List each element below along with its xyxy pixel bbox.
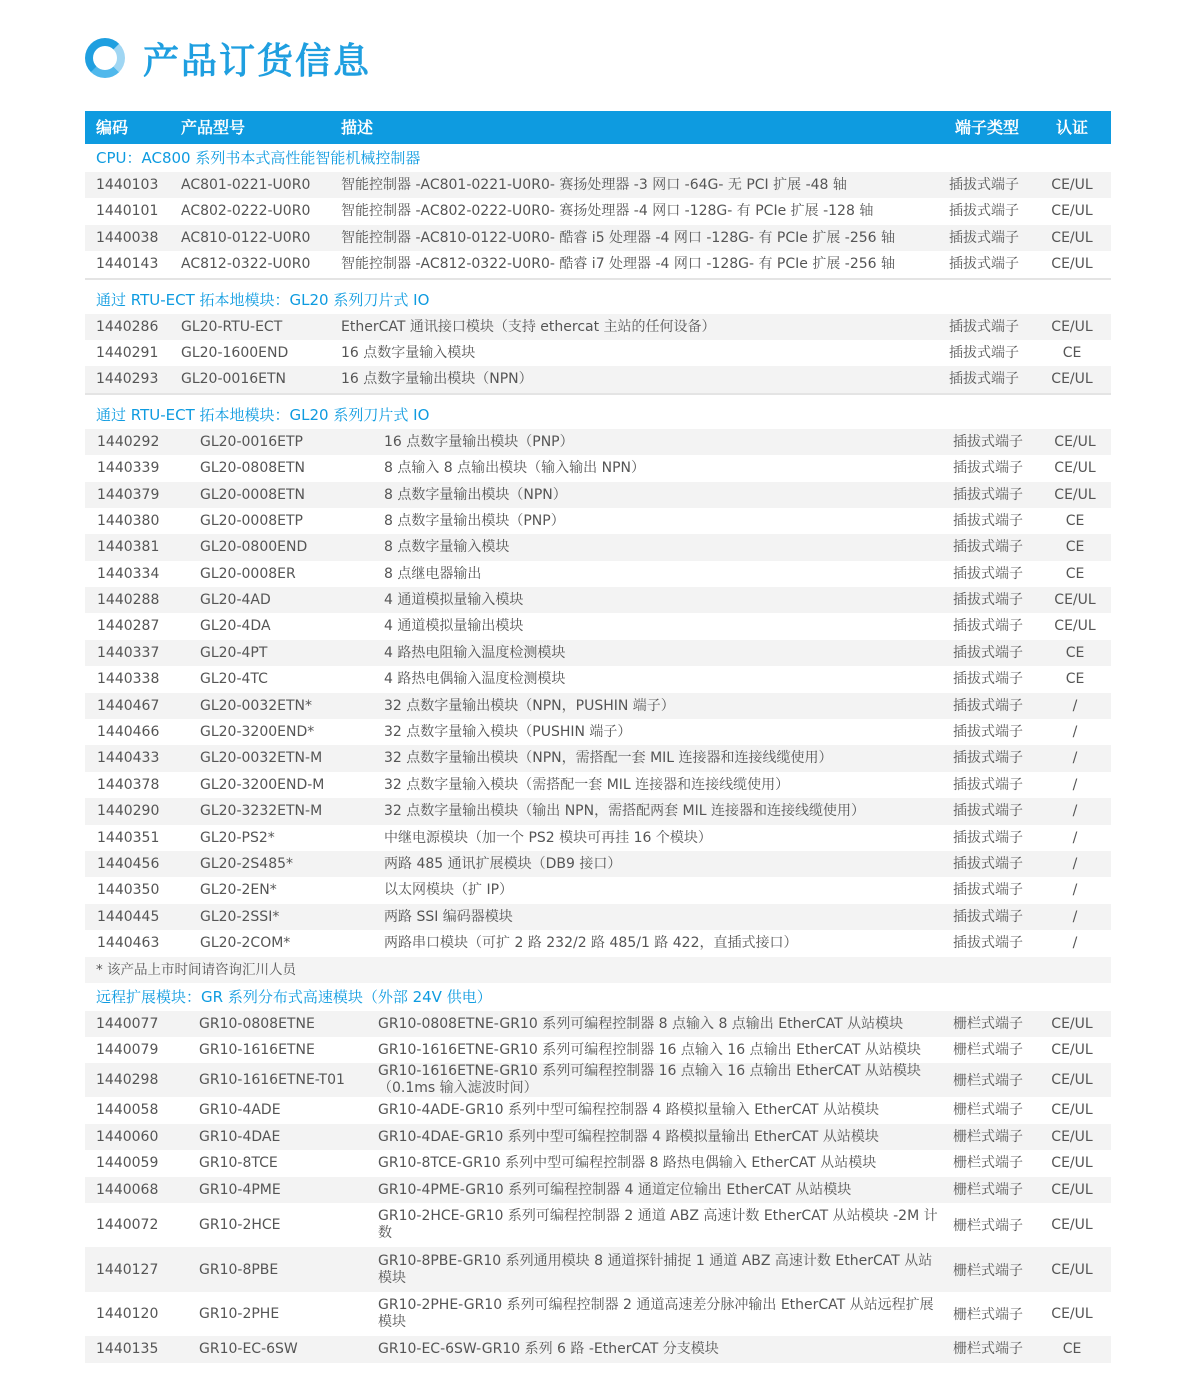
cell-description: GR10-EC-6SW-GR10 系列 6 路 -EtherCAT 分支模块 bbox=[378, 1341, 719, 1358]
table-row bbox=[85, 930, 1111, 956]
cell-code: 1440101 bbox=[96, 203, 159, 220]
cell-code: 1440351 bbox=[97, 829, 160, 846]
cell-terminal: 插拔式端子 bbox=[953, 618, 1023, 635]
cell-code: 1440135 bbox=[96, 1341, 159, 1358]
cell-model: GL20-3200END* bbox=[200, 724, 315, 741]
title-block bbox=[85, 30, 371, 86]
cell-certification: CE/UL bbox=[1054, 433, 1096, 450]
cell-description: 16 点数字量输入模块 bbox=[341, 344, 476, 361]
cell-terminal: 插拔式端子 bbox=[949, 256, 1019, 273]
cell-model: GL20-0800END bbox=[200, 539, 308, 556]
cell-terminal: 栅栏式端子 bbox=[953, 1073, 1023, 1090]
cell-certification: / bbox=[1072, 724, 1078, 741]
cell-model: GL20-1600END bbox=[181, 344, 289, 361]
cell-terminal: 插拔式端子 bbox=[953, 512, 1023, 529]
cell-terminal: 插拔式端子 bbox=[953, 803, 1023, 820]
table-row bbox=[85, 1177, 1111, 1203]
ring-logo-icon bbox=[85, 38, 125, 78]
cell-model: GL20-3200END-M bbox=[200, 776, 325, 793]
cell-terminal: 栅栏式端子 bbox=[953, 1341, 1023, 1358]
cell-model: GL20-RTU-ECT bbox=[181, 318, 283, 335]
cell-model: AC801-0221-U0R0 bbox=[181, 177, 311, 193]
cell-model: AC812-0322-U0R0 bbox=[181, 256, 311, 273]
table-row bbox=[85, 561, 1111, 587]
header-model: 产品型号 bbox=[181, 118, 246, 137]
cell-description: EtherCAT 通讯接口模块（支持 ethercat 主站的任何设备） bbox=[341, 318, 716, 335]
cell-terminal: 插拔式端子 bbox=[953, 724, 1023, 741]
cell-certification: CE/UL bbox=[1051, 1306, 1093, 1323]
table-row bbox=[85, 666, 1111, 692]
cell-terminal: 栅栏式端子 bbox=[953, 1218, 1023, 1235]
table-row bbox=[85, 1292, 1111, 1337]
cell-code: 1440337 bbox=[97, 644, 160, 661]
cell-certification: CE/UL bbox=[1051, 229, 1093, 246]
cell-description: 智能控制器 -AC802-0222-U0R0- 赛扬处理器 -4 网口 -128G- 有 PCIe 扩展 -128 轴 bbox=[341, 203, 874, 220]
table-row bbox=[85, 613, 1111, 639]
cell-certification: CE bbox=[1065, 565, 1085, 582]
cell-description: 8 点数字量输出模块（NPN） bbox=[384, 486, 567, 503]
cell-code: 1440381 bbox=[97, 539, 160, 556]
cell-terminal: 插拔式端子 bbox=[953, 855, 1023, 872]
cell-terminal: 插拔式端子 bbox=[953, 829, 1023, 846]
cell-model: GL20-4TC bbox=[200, 671, 268, 688]
cell-model: GR10-1616ETNE-T01 bbox=[199, 1072, 345, 1089]
cell-terminal: 插拔式端子 bbox=[953, 750, 1023, 767]
cell-model: GL20-0808ETN bbox=[200, 460, 306, 477]
cell-model: GL20-2SSI* bbox=[200, 908, 280, 925]
cell-description: GR10-0808ETNE-GR10 系列可编程控制器 8 点输入 8 点输出 EtherCAT 从站模块 bbox=[378, 1015, 904, 1032]
cell-certification: / bbox=[1072, 803, 1078, 820]
cell-description: 32 点数字量输出模块（NPN，PUSHIN 端子） bbox=[384, 697, 675, 714]
cell-description: GR10-2PHE-GR10 系列可编程控制器 2 通道高速差分脉冲输出 EtherCAT 从站远程扩展模块 bbox=[378, 1297, 934, 1331]
cell-terminal: 栅栏式端子 bbox=[953, 1041, 1023, 1058]
table-row bbox=[85, 587, 1111, 613]
cell-model: GL20-0032ETN* bbox=[200, 697, 313, 714]
cell-certification: CE/UL bbox=[1054, 460, 1096, 477]
cell-terminal: 栅栏式端子 bbox=[953, 1155, 1023, 1172]
cell-code: 1440079 bbox=[96, 1041, 159, 1058]
table-row bbox=[85, 225, 1111, 251]
cell-description: GR10-8PBE-GR10 系列通用模块 8 通道探针捕捉 1 通道 ABZ 高速计数 EtherCAT 从站模块 bbox=[378, 1252, 933, 1286]
cell-certification: / bbox=[1072, 908, 1078, 925]
cell-terminal: 插拔式端子 bbox=[953, 460, 1023, 477]
table-row bbox=[85, 693, 1111, 719]
cell-model: GR10-0808ETNE bbox=[199, 1015, 315, 1032]
cell-certification: CE bbox=[1065, 671, 1085, 688]
cell-description: 8 点数字量输出模块（PNP） bbox=[384, 512, 565, 529]
cell-description: 4 通道模拟量输入模块 bbox=[384, 592, 524, 609]
cell-certification: CE/UL bbox=[1051, 203, 1093, 220]
table-row bbox=[85, 772, 1111, 798]
cell-certification: CE/UL bbox=[1051, 1181, 1093, 1198]
cell-certification: CE bbox=[1062, 344, 1082, 361]
section-divider bbox=[85, 278, 1111, 286]
cell-certification: / bbox=[1072, 935, 1078, 952]
cell-description: 两路串口模块（可扩 2 路 232/2 路 485/1 路 422，直插式接口） bbox=[384, 935, 798, 952]
cell-code: 1440059 bbox=[96, 1155, 159, 1172]
cell-certification: CE/UL bbox=[1054, 592, 1096, 609]
cell-code: 1440292 bbox=[97, 433, 160, 450]
table-body bbox=[85, 144, 1111, 1363]
table-row bbox=[85, 455, 1111, 481]
header-code: 编码 bbox=[96, 118, 129, 137]
cell-model: GR10-2PHE bbox=[199, 1306, 280, 1323]
table-row bbox=[85, 851, 1111, 877]
table-row bbox=[85, 877, 1111, 903]
section-label: 远程扩展模块：GR 系列分布式高速模块（外部 24V 供电） bbox=[96, 987, 492, 1006]
cell-certification: CE/UL bbox=[1051, 1015, 1093, 1032]
table-row bbox=[85, 1011, 1111, 1037]
cell-description: GR10-1616ETNE-GR10 系列可编程控制器 16 点输入 16 点输出 EtherCAT 从站模块（0.1ms 输入滤波时间） bbox=[378, 1063, 921, 1097]
cell-description: 32 点数字量输出模块（输出 NPN，需搭配两套 MIL 连接器和连接线缆使用） bbox=[384, 803, 866, 820]
cell-terminal: 栅栏式端子 bbox=[953, 1102, 1023, 1119]
cell-terminal: 栅栏式端子 bbox=[953, 1128, 1023, 1145]
cell-certification: CE/UL bbox=[1051, 177, 1093, 193]
cell-description: 8 点继电器输出 bbox=[384, 565, 482, 582]
cell-certification: CE bbox=[1065, 512, 1085, 529]
table-row bbox=[85, 534, 1111, 560]
cell-description: GR10-4ADE-GR10 系列中型可编程控制器 4 路模拟量输入 EtherCAT 从站模块 bbox=[378, 1102, 880, 1119]
cell-model: AC810-0122-U0R0 bbox=[181, 229, 311, 246]
cell-code: 1440287 bbox=[97, 618, 160, 635]
cell-code: 1440445 bbox=[97, 908, 160, 925]
table-row bbox=[85, 1037, 1111, 1063]
cell-certification: CE/UL bbox=[1051, 371, 1093, 388]
cell-model: GR10-EC-6SW bbox=[199, 1341, 298, 1358]
cell-code: 1440291 bbox=[96, 344, 159, 361]
cell-terminal: 插拔式端子 bbox=[953, 539, 1023, 556]
cell-code: 1440060 bbox=[96, 1128, 159, 1145]
table-row bbox=[85, 640, 1111, 666]
table-row bbox=[85, 429, 1111, 455]
cell-model: GR10-8TCE bbox=[199, 1155, 278, 1172]
cell-terminal: 栅栏式端子 bbox=[953, 1262, 1023, 1279]
cell-code: 1440127 bbox=[96, 1261, 159, 1278]
cell-code: 1440350 bbox=[97, 882, 160, 899]
cell-code: 1440379 bbox=[97, 486, 160, 503]
table-row bbox=[85, 251, 1111, 277]
cell-model: GL20-PS2* bbox=[200, 829, 275, 846]
cell-certification: CE/UL bbox=[1051, 1261, 1093, 1278]
cell-model: GL20-0008ETN bbox=[200, 486, 306, 503]
cell-certification: / bbox=[1072, 750, 1078, 767]
table-row bbox=[85, 1150, 1111, 1176]
cell-code: 1440298 bbox=[96, 1072, 159, 1089]
cell-description: GR10-2HCE-GR10 系列可编程控制器 2 通道 ABZ 高速计数 EtherCAT 从站模块 -2M 计数 bbox=[378, 1208, 938, 1242]
cell-code: 1440466 bbox=[97, 724, 160, 741]
cell-terminal: 栅栏式端子 bbox=[953, 1307, 1023, 1324]
cell-code: 1440038 bbox=[96, 229, 159, 246]
order-table bbox=[85, 111, 1111, 1363]
cell-terminal: 插拔式端子 bbox=[949, 371, 1019, 388]
table-row bbox=[85, 719, 1111, 745]
cell-certification: / bbox=[1072, 855, 1078, 872]
cell-description: 两路 SSI 编码器模块 bbox=[384, 908, 513, 925]
table-row bbox=[85, 1336, 1111, 1362]
cell-model: GR10-4DAE bbox=[199, 1128, 281, 1145]
cell-certification: CE/UL bbox=[1051, 1102, 1093, 1119]
cell-terminal: 插拔式端子 bbox=[953, 592, 1023, 609]
cell-description: GR10-1616ETNE-GR10 系列可编程控制器 16 点输入 16 点输出 EtherCAT 从站模块 bbox=[378, 1041, 921, 1058]
cell-certification: / bbox=[1072, 829, 1078, 846]
cell-description: 16 点数字量输出模块（PNP） bbox=[384, 433, 574, 450]
cell-model: GL20-4PT bbox=[200, 644, 268, 661]
cell-certification: / bbox=[1072, 882, 1078, 899]
cell-description: 4 路热电偶输入温度检测模块 bbox=[384, 671, 566, 688]
cell-code: 1440120 bbox=[96, 1306, 159, 1323]
cell-terminal: 插拔式端子 bbox=[953, 935, 1023, 952]
cell-terminal: 插拔式端子 bbox=[953, 433, 1023, 450]
cell-code: 1440077 bbox=[96, 1015, 159, 1032]
cell-terminal: 栅栏式端子 bbox=[953, 1181, 1023, 1198]
table-row bbox=[85, 340, 1111, 366]
cell-certification: CE/UL bbox=[1051, 1155, 1093, 1172]
section-label: 通过 RTU-ECT 拓本地模块：GL20 系列刀片式 IO bbox=[96, 290, 430, 309]
cell-model: GL20-4DA bbox=[200, 618, 271, 635]
cell-terminal: 插拔式端子 bbox=[953, 908, 1023, 925]
cell-terminal: 插拔式端子 bbox=[953, 697, 1023, 714]
cell-model: GL20-0032ETN-M bbox=[200, 750, 323, 767]
cell-model: GR10-1616ETNE bbox=[199, 1041, 315, 1058]
table-row bbox=[85, 1063, 1111, 1097]
cell-certification: / bbox=[1072, 776, 1078, 793]
footnote: * 该产品上市时间请咨询汇川人员 bbox=[85, 957, 1111, 983]
cell-certification: CE bbox=[1062, 1341, 1082, 1358]
cell-code: 1440463 bbox=[97, 935, 160, 952]
header-certification: 认证 bbox=[1056, 118, 1089, 137]
cell-certification: CE/UL bbox=[1054, 618, 1096, 635]
cell-terminal: 插拔式端子 bbox=[953, 644, 1023, 661]
cell-terminal: 插拔式端子 bbox=[949, 229, 1019, 246]
page-title: 产品订货信息 bbox=[143, 40, 372, 82]
cell-terminal: 插拔式端子 bbox=[953, 671, 1023, 688]
table-header bbox=[85, 111, 1111, 144]
table-row bbox=[85, 366, 1111, 392]
cell-certification: CE/UL bbox=[1051, 1072, 1093, 1089]
cell-description: 8 点输入 8 点输出模块（输入输出 NPN） bbox=[384, 460, 646, 477]
table-row bbox=[85, 1097, 1111, 1123]
table-row bbox=[85, 798, 1111, 824]
cell-description: 4 通道模拟量输出模块 bbox=[384, 618, 524, 635]
table-row bbox=[85, 482, 1111, 508]
cell-model: GR10-8PBE bbox=[199, 1261, 279, 1278]
cell-terminal: 插拔式端子 bbox=[953, 882, 1023, 899]
cell-model: GL20-2S485* bbox=[200, 855, 294, 872]
cell-certification: CE/UL bbox=[1054, 486, 1096, 503]
table-row bbox=[85, 198, 1111, 224]
cell-model: GL20-4AD bbox=[200, 592, 271, 609]
cell-terminal: 插拔式端子 bbox=[949, 344, 1019, 361]
cell-description: GR10-4PME-GR10 系列可编程控制器 4 通道定位输出 EtherCAT 从站模块 bbox=[378, 1181, 852, 1198]
header-description: 描述 bbox=[341, 118, 374, 137]
cell-code: 1440290 bbox=[97, 803, 160, 820]
cell-certification: CE/UL bbox=[1051, 318, 1093, 335]
table-row bbox=[85, 508, 1111, 534]
cell-description: 32 点数字量输出模块（NPN，需搭配一套 MIL 连接器和连接线缆使用） bbox=[384, 750, 833, 767]
cell-model: GL20-2EN* bbox=[200, 882, 277, 899]
cell-model: GL20-0016ETP bbox=[200, 433, 303, 450]
cell-model: GR10-4PME bbox=[199, 1181, 281, 1198]
table-row bbox=[85, 1124, 1111, 1150]
cell-certification: CE/UL bbox=[1051, 1217, 1093, 1234]
cell-code: 1440143 bbox=[96, 256, 159, 273]
cell-model: GR10-4ADE bbox=[199, 1102, 281, 1119]
cell-terminal: 插拔式端子 bbox=[949, 177, 1019, 193]
cell-code: 1440456 bbox=[97, 855, 160, 872]
cell-certification: CE bbox=[1065, 539, 1085, 556]
cell-code: 1440103 bbox=[96, 177, 159, 193]
cell-description: 两路 485 通讯扩展模块（DB9 接口） bbox=[384, 855, 622, 872]
cell-description: 4 路热电阻输入温度检测模块 bbox=[384, 644, 566, 661]
cell-code: 1440068 bbox=[96, 1181, 159, 1198]
table-row bbox=[85, 745, 1111, 771]
table-row bbox=[85, 314, 1111, 340]
cell-description: 32 点数字量输入模块（PUSHIN 端子） bbox=[384, 724, 632, 741]
cell-model: GL20-0008ER bbox=[200, 565, 296, 582]
cell-code: 1440378 bbox=[97, 776, 160, 793]
cell-model: GL20-2COM* bbox=[200, 935, 291, 952]
cell-description: GR10-4DAE-GR10 系列中型可编程控制器 4 路模拟量输出 EtherCAT 从站模块 bbox=[378, 1128, 879, 1145]
cell-certification: / bbox=[1072, 697, 1078, 714]
cell-code: 1440293 bbox=[96, 371, 159, 388]
section-label: CPU：AC800 系列书本式高性能智能机械控制器 bbox=[96, 149, 421, 167]
cell-certification: CE/UL bbox=[1051, 256, 1093, 273]
cell-code: 1440334 bbox=[97, 565, 160, 582]
cell-description: 智能控制器 -AC801-0221-U0R0- 赛扬处理器 -3 网口 -64G- 无 PCI 扩展 -48 轴 bbox=[341, 177, 847, 193]
cell-code: 1440433 bbox=[97, 750, 160, 767]
table-row bbox=[85, 1203, 1111, 1248]
section-label: 通过 RTU-ECT 拓本地模块：GL20 系列刀片式 IO bbox=[96, 405, 430, 424]
cell-terminal: 插拔式端子 bbox=[949, 318, 1019, 335]
header-terminal: 端子类型 bbox=[955, 118, 1020, 137]
cell-code: 1440338 bbox=[97, 671, 160, 688]
cell-code: 1440288 bbox=[97, 592, 160, 609]
section-divider bbox=[85, 393, 1111, 401]
cell-description: 16 点数字量输出模块（NPN） bbox=[341, 371, 533, 388]
cell-code: 1440380 bbox=[97, 512, 160, 529]
table-row bbox=[85, 904, 1111, 930]
cell-model: GL20-0016ETN bbox=[181, 371, 287, 388]
cell-code: 1440058 bbox=[96, 1102, 159, 1119]
cell-terminal: 插拔式端子 bbox=[949, 203, 1019, 220]
cell-certification: CE/UL bbox=[1051, 1128, 1093, 1145]
cell-certification: CE/UL bbox=[1051, 1041, 1093, 1058]
cell-certification: CE bbox=[1065, 644, 1085, 661]
cell-terminal: 插拔式端子 bbox=[953, 565, 1023, 582]
cell-model: GL20-3232ETN-M bbox=[200, 803, 323, 820]
cell-description: 智能控制器 -AC812-0322-U0R0- 酷睿 i7 处理器 -4 网口 -128G- 有 PCIe 扩展 -256 轴 bbox=[341, 256, 896, 273]
cell-code: 1440072 bbox=[96, 1217, 159, 1234]
cell-description: 32 点数字量输入模块（需搭配一套 MIL 连接器和连接线缆使用） bbox=[384, 776, 790, 793]
table-row bbox=[85, 825, 1111, 851]
table-row bbox=[85, 1247, 1111, 1292]
cell-code: 1440467 bbox=[97, 697, 160, 714]
cell-model: AC802-0222-U0R0 bbox=[181, 203, 311, 220]
table-row bbox=[85, 172, 1111, 198]
cell-terminal: 插拔式端子 bbox=[953, 776, 1023, 793]
cell-terminal: 栅栏式端子 bbox=[953, 1015, 1023, 1032]
cell-description: 智能控制器 -AC810-0122-U0R0- 酷睿 i5 处理器 -4 网口 -128G- 有 PCIe 扩展 -256 轴 bbox=[341, 229, 896, 246]
cell-code: 1440286 bbox=[96, 318, 159, 335]
cell-model: GL20-0008ETP bbox=[200, 512, 303, 529]
cell-description: 中继电源模块（加一个 PS2 模块可再挂 16 个模块） bbox=[384, 829, 712, 846]
cell-description: 8 点数字量输入模块 bbox=[384, 539, 510, 556]
cell-model: GR10-2HCE bbox=[199, 1217, 281, 1234]
cell-code: 1440339 bbox=[97, 460, 160, 477]
cell-terminal: 插拔式端子 bbox=[953, 486, 1023, 503]
cell-description: 以太网模块（扩 IP） bbox=[384, 882, 514, 899]
cell-description: GR10-8TCE-GR10 系列中型可编程控制器 8 路热电偶输入 EtherCAT 从站模块 bbox=[378, 1155, 877, 1172]
